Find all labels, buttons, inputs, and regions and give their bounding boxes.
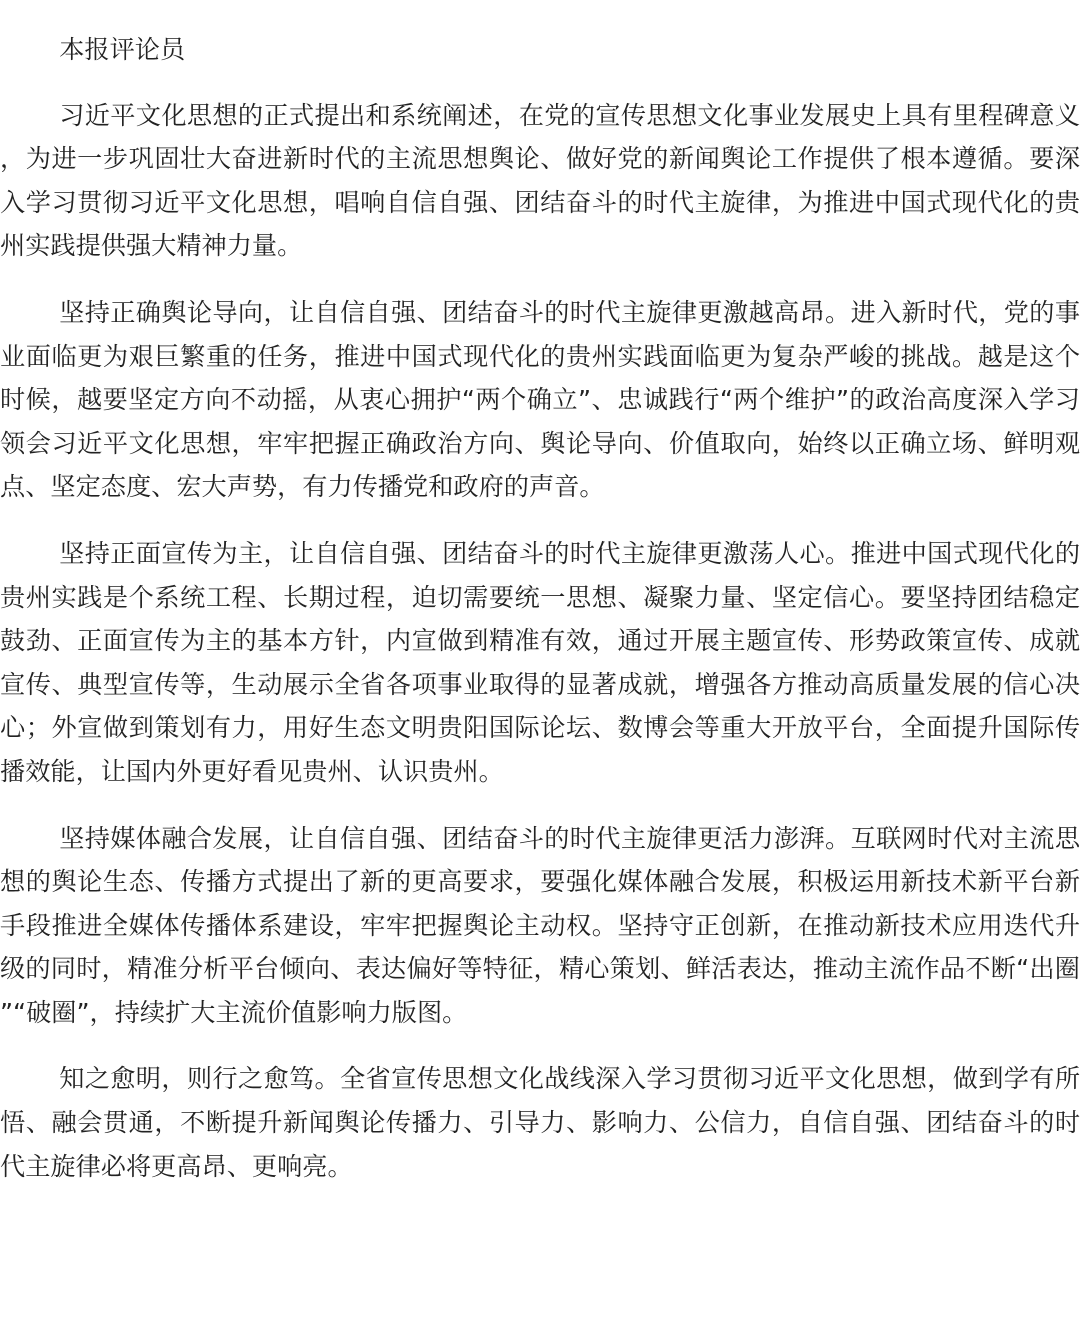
article-paragraph: 坚持正确舆论导向，让自信自强、团结奋斗的时代主旋律更激越高昂。进入新时代，党的事业面临更为艰巨繁重的任务，推进中国式现代化的贵州实践面临更为复杂严峻的挑战。越是这个时候，越要坚定方向不动摇，从衷心拥护“两个确立”、忠诚践行“两个维护”的政治高度深入学习领会习近平文化思想，牢牢把握正确政治方向、舆论导向、价值取向，始终以正确立场、鲜明观点、坚定态度、宏大声势，有力传播党和政府的声音。 — [0, 297, 1080, 502]
article-paragraph: 习近平文化思想的正式提出和系统阐述，在党的宣传思想文化事业发展史上具有里程碑意义，为进一步巩固壮大奋进新时代的主流思想舆论、做好党的新闻舆论工作提供了根本遵循。要深入学习贯彻习近平文化思想，唱响自信自强、团结奋斗的时代主旋律，为推进中国式现代化的贵州实践提供强大精神力量。 — [0, 100, 1080, 261]
article-paragraph: 知之愈明，则行之愈笃。全省宣传思想文化战线深入学习贯彻习近平文化思想，做到学有所悟、融会贯通，不断提升新闻舆论传播力、引导力、影响力、公信力，自信自强、团结奋斗的时代主旋律必将更高昂、更响亮。 — [0, 1064, 1080, 1181]
article-paragraph: 坚持媒体融合发展，让自信自强、团结奋斗的时代主旋律更活力澎湃。互联网时代对主流思想的舆论生态、传播方式提出了新的更高要求，要强化媒体融合发展，积极运用新技术新平台新手段推进全媒体传播体系建设，牢牢把握舆论主动权。坚持守正创新，在推动新技术应用迭代升级的同时，精准分析平台倾向、表达偏好等特征，精心策划、鲜活表达，推动主流作品不断“出圈”“破圈”，持续扩大主流价值影响力版图。 — [0, 823, 1080, 1027]
byline: 本报评论员 — [59, 35, 186, 64]
article-paragraph: 坚持正面宣传为主，让自信自强、团结奋斗的时代主旋律更激荡人心。推进中国式现代化的贵州实践是个系统工程、长期过程，迫切需要统一思想、凝聚力量、坚定信心。要坚持团结稳定鼓劲、正面宣传为主的基本方针，内宣做到精准有效，通过开展主题宣传、形势政策宣传、成就宣传、典型宣传等，生动展示全省各项事业取得的显著成就，增强各方推动高质量发展的信心决心；外宣做到策划有力，用好生态文明贵阳国际论坛、数博会等重大开放平台，全面提升国际传播效能，让国内外更好看见贵州、认识贵州。 — [0, 538, 1080, 786]
article-body — [0, 28, 1080, 1211]
